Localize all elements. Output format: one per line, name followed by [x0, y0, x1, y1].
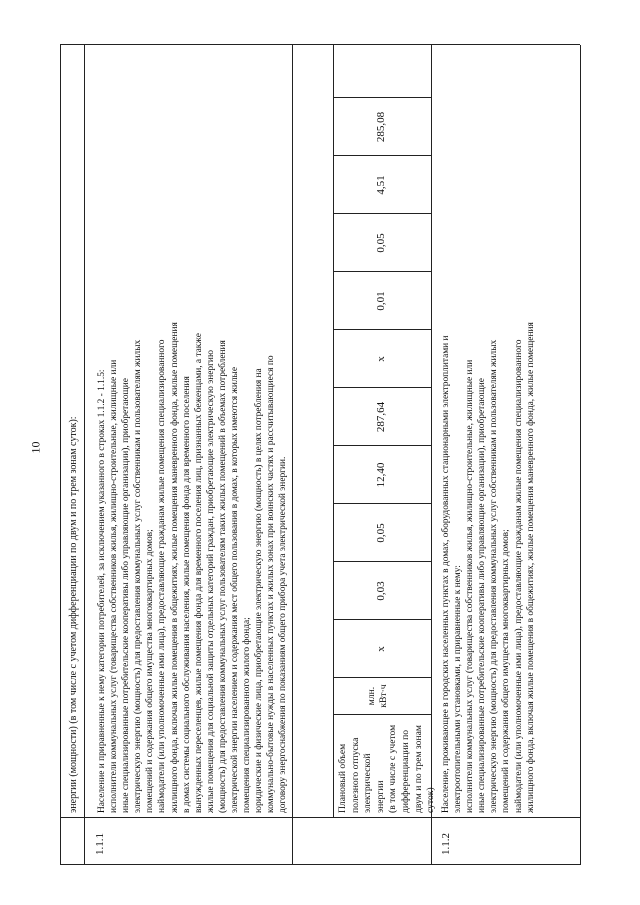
value-cell: x [375, 356, 387, 362]
row-separator [333, 45, 334, 818]
table-border-top [60, 45, 61, 865]
planned-volume-label [337, 721, 438, 813]
row-number: 1.1.2 [440, 833, 452, 855]
text-line: договору энергоснабжения по показаниям общего прибора учета электрической энергии. [278, 456, 289, 813]
label-line: полезного отпуска [349, 737, 361, 813]
text-line: наймодатели (или уполномоченные ими лица), предоставляющие гражданам жилые помещения специализированного [513, 339, 524, 813]
text-line: юридические и физические лица, приобретающие электрическую энергию (мощность) в целях потребления на [254, 368, 265, 813]
label-line: суток) [425, 787, 437, 813]
text-line: жилищного фонда, включая жилые помещения в общежитиях, жилые помещения маневренного фонда, жилые помещения [169, 322, 180, 813]
text-line: электрической энергии населением и содержания мест общего пользования в домах, в которых имеются жилые [230, 367, 241, 813]
value-cell: 4,51 [375, 175, 387, 195]
text-line: электрическую энергию (мощность) для предоставления коммунальных услуг собственникам и пользователям жилых [133, 339, 144, 813]
value-cell: 285,08 [375, 111, 387, 143]
rotated-table-page [60, 45, 580, 865]
label-line: двум и по трем зонам [412, 725, 424, 813]
label-line: электрической энергии [362, 753, 386, 813]
text-line: коммунально-бытовые нужды в населенных пунктах и жилых зонах при воинских частях и рассчитывающиеся по [266, 355, 277, 813]
text-line: в домах системы социального обслуживания населения, жилые помещения фонда для временного поселения [181, 376, 192, 813]
row-number: 1.1.1 [94, 833, 106, 855]
text-line: исполнители коммунальных услуг (товарищества собственников жилья, жилищно-строительные, жилищные или [465, 359, 476, 813]
planned-volume-unit [366, 680, 390, 712]
value-cell: 0,01 [375, 291, 387, 311]
row-1-1-1-text [96, 48, 290, 813]
text-line: жилые помещения для социальной защиты отдельных категорий граждан, приобретающие электрическую энергию [205, 350, 216, 813]
text-line: помещений и содержания общего имущества многоквартирных домов; [501, 529, 512, 813]
text-line: Население и приравненные к нему категории потребителей, за исключением указанного в строках 1.1.2 - 1.1.5: [97, 369, 107, 813]
text-line: иные специализированные потребительские кооперативы либо управляющие организации), приобретающие [477, 378, 488, 813]
value-cell: 0,05 [375, 233, 387, 253]
row-separator [292, 45, 293, 865]
text-line: наймодатели (или уполномоченные ими лица), предоставляющие гражданам жилые помещения специализированного [157, 339, 168, 813]
text-line: электроотопительными установками, и приравненные к нему: [453, 565, 464, 813]
row-separator [84, 45, 85, 865]
row-1-1-2-text [440, 48, 537, 813]
column-separator [60, 817, 580, 818]
page-number: 10 [28, 441, 43, 454]
value-cell: 0,05 [375, 523, 387, 543]
text-line: жилищного фонда, включая жилые помещения в общежитиях, жилые помещения маневренного фонда, жилые помещения [525, 322, 536, 813]
tariff-table [60, 45, 580, 865]
unit-line: млн. [366, 686, 377, 706]
text-line: иные специализированные потребительские кооперативы либо управляющие организации), приобретающие [121, 378, 132, 813]
header-row-text: энергии (мощности) (в том числе с учетом дифференциации по двум и по трем зонам суток): [68, 416, 79, 813]
label-line: (в том числе с учетом [387, 724, 399, 813]
text-line: (мощность) для предоставления коммунальных услуг пользователям таких жилых помещений в объемах потребления [217, 340, 228, 813]
text-line: исполнители коммунальных услуг (товарищества собственников жилья, жилищно-строительные, жилищные или [109, 359, 120, 813]
table-border-left [60, 864, 580, 865]
unit-line: кВт·ч [378, 684, 390, 708]
text-line: помещений и содержания общего имущества многоквартирных домов; [145, 529, 156, 813]
text-line: электрическую энергию (мощность) для предоставления коммунальных услуг собственникам и пользователям жилых [489, 339, 500, 813]
column-separator [333, 714, 431, 715]
value-cell: x [375, 646, 387, 652]
table-border-bottom [580, 45, 581, 865]
text-line: помещения специализированного жилого фонда; [242, 617, 253, 813]
text-line: вынужденных переселенцев, жилые помещения фонда для временного поселения лиц, признанных беженцами, а также [193, 333, 204, 813]
label-line: Плановый объем [337, 743, 348, 813]
value-cell: 0,03 [375, 581, 387, 601]
value-cell: 12,40 [375, 462, 387, 488]
label-line: дифференциации по [399, 729, 411, 813]
text-line: Население, проживающее в городских населенных пунктах в домах, оборудованных стационарными электроплитами и [441, 335, 451, 813]
table-border-right [60, 44, 580, 45]
value-cell: 287,64 [375, 401, 387, 433]
